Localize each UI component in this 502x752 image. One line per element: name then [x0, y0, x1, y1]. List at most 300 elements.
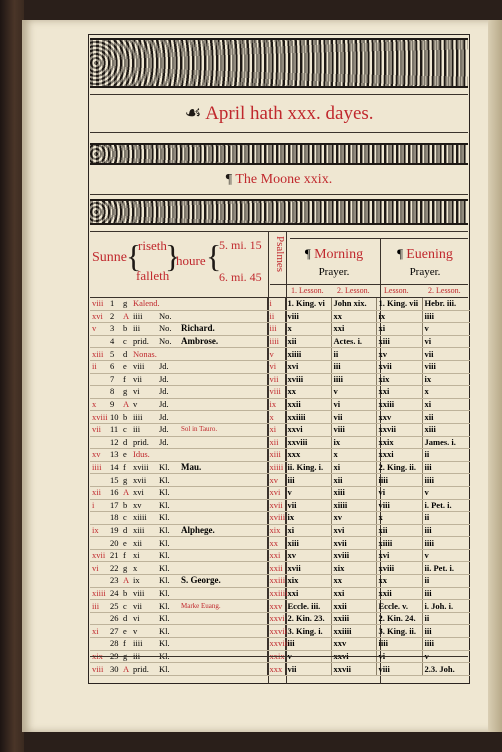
cell-evening-lesson2: ii: [422, 612, 470, 625]
cell-evening-lesson2: ii: [422, 449, 470, 462]
cell-psalm-day: ii: [267, 310, 285, 323]
cell-evening-lesson1: xxii: [376, 587, 422, 600]
calendar-row: [90, 587, 470, 600]
cell-feast: [179, 663, 267, 676]
cell-evening-lesson2: Hebr. iii.: [422, 298, 470, 310]
cell-roman-day: iiii: [131, 411, 157, 424]
cell-evening-lesson1: vi: [376, 650, 422, 663]
cell-dominical-letter: b: [121, 411, 131, 424]
cell-evening-lesson1: xxi: [376, 386, 422, 399]
moon-text: The Moone xxix.: [235, 172, 333, 187]
cell-evening-lesson2: iiii: [422, 474, 470, 487]
cell-day: 30: [108, 663, 121, 676]
calendar-row: [90, 298, 470, 310]
cell-psalm-day: xiiii: [267, 461, 285, 474]
cell-golden-number: [90, 512, 108, 525]
cell-morning-lesson1: xxi: [285, 587, 331, 600]
evening-sub: Prayer.: [409, 266, 441, 278]
calendar-row: [90, 524, 470, 537]
cell-evening-lesson1: x: [376, 512, 422, 525]
cell-morning-lesson2: xx: [331, 310, 376, 323]
cell-psalm-day: iii: [267, 323, 285, 336]
cell-psalm-day: xxviii: [267, 638, 285, 651]
cell-golden-number: [90, 575, 108, 588]
cell-evening-lesson2: x: [422, 386, 470, 399]
cell-golden-number: xii: [90, 486, 108, 499]
cell-day: 15: [108, 474, 121, 487]
calendar-row: [90, 486, 470, 499]
calendar-row: [90, 575, 470, 588]
morning-header: [290, 246, 378, 279]
cell-feast: [179, 411, 267, 424]
cell-evening-lesson1: xi: [376, 323, 422, 336]
cell-psalm-day: xxii: [267, 562, 285, 575]
cell-evening-lesson1: xix: [376, 373, 422, 386]
cell-psalm-day: xxvii: [267, 625, 285, 638]
cell-morning-lesson2: John xix.: [331, 298, 376, 310]
cell-golden-number: ix: [90, 524, 108, 537]
sun-label: Sunne: [92, 250, 127, 265]
rise-time: 5. mi. 15: [219, 238, 262, 252]
cell-dominical-letter: e: [121, 360, 131, 373]
cell-evening-lesson2: v: [422, 486, 470, 499]
cell-day: 20: [108, 537, 121, 550]
cell-golden-number: [90, 474, 108, 487]
morning-sub: Prayer.: [318, 266, 350, 278]
cell-roman-day: prid.: [131, 436, 157, 449]
cell-dominical-letter: A: [123, 487, 130, 498]
cell-roman-term: [157, 449, 179, 462]
cell-roman-day: xvii: [131, 474, 157, 487]
evening-header: [382, 246, 468, 279]
psalmes-label: Psalmes: [274, 236, 286, 273]
calendar-row: [90, 663, 470, 676]
cell-golden-number: [90, 537, 108, 550]
cell-day: 5: [108, 348, 121, 361]
cell-evening-lesson2: vi: [422, 335, 470, 348]
cell-morning-lesson1: xv: [285, 549, 331, 562]
cell-roman-day: viii: [131, 360, 157, 373]
cell-dominical-letter: c: [121, 335, 131, 348]
cell-day: 21: [108, 549, 121, 562]
cell-morning-lesson1: ii. King. i.: [285, 461, 331, 474]
cell-psalm-day: xviii: [267, 512, 285, 525]
cell-morning-lesson1: Eccle. iii.: [285, 600, 331, 613]
cell-morning-lesson1: 1. King. vi: [285, 298, 331, 310]
cell-evening-lesson1: 2. Kin. 24.: [376, 612, 422, 625]
cell-evening-lesson2: iii: [422, 524, 470, 537]
cell-morning-lesson1: xxii: [285, 398, 331, 411]
cell-roman-day: Kalend.: [133, 298, 160, 309]
cell-morning-lesson2: xxi: [331, 323, 376, 336]
cell-morning-lesson2: xii: [331, 474, 376, 487]
cell-roman-term: Kl.: [157, 650, 179, 663]
cell-evening-lesson2: xiii: [422, 423, 470, 436]
cell-morning-lesson2: xiiii: [331, 499, 376, 512]
cell-morning-lesson1: xix: [285, 575, 331, 588]
calendar-row: [90, 625, 470, 638]
cell-morning-lesson2: xiii: [331, 486, 376, 499]
cell-feast: [179, 562, 267, 575]
cell-morning-lesson2: ix: [331, 436, 376, 449]
cell-psalm-day: xvii: [267, 499, 285, 512]
cell-golden-number: xiii: [90, 348, 108, 361]
cell-feast: [179, 298, 267, 310]
cell-morning-lesson2: vi: [331, 398, 376, 411]
cell-morning-lesson2: xvii: [331, 537, 376, 550]
cell-morning-lesson1: xvii: [285, 562, 331, 575]
cell-dominical-letter: e: [121, 449, 131, 462]
cell-evening-lesson2: v: [422, 549, 470, 562]
cell-golden-number: [90, 638, 108, 651]
cell-psalm-day: xxiii: [267, 575, 285, 588]
cell-feast: [179, 638, 267, 651]
cell-morning-lesson1: xiii: [285, 537, 331, 550]
cell-evening-lesson2: iii: [422, 587, 470, 600]
cell-golden-number: [90, 436, 108, 449]
cell-roman-term: Kl.: [157, 537, 179, 550]
cell-roman-term: Kl.: [157, 612, 179, 625]
cell-feast: [179, 310, 267, 323]
cell-evening-lesson2: xi: [422, 398, 470, 411]
cell-roman-day: iiii: [131, 310, 157, 323]
cell-dominical-letter: c: [121, 423, 131, 436]
cell-dominical-letter: f: [121, 461, 131, 474]
cell-day: 23: [108, 575, 121, 588]
cell-morning-lesson1: xxvi: [285, 423, 331, 436]
cell-evening-lesson1: 1. King. vii: [376, 298, 422, 310]
cell-morning-lesson2: xvi: [331, 524, 376, 537]
cell-golden-number: xviii: [92, 411, 108, 422]
cell-roman-term: Kl.: [157, 499, 179, 512]
cell-psalm-day: i: [267, 298, 285, 310]
cell-feast: Sol in Tauro.: [179, 423, 267, 436]
cell-evening-lesson2: iiii: [422, 537, 470, 550]
cell-morning-lesson2: xv: [331, 512, 376, 525]
cell-morning-lesson2: xxv: [331, 638, 376, 651]
cell-psalm-day: vi: [267, 360, 285, 373]
cell-feast: [179, 449, 267, 462]
cell-psalm-day: xiii: [267, 449, 285, 462]
brace-time: {: [206, 238, 222, 274]
cell-dominical-letter: b: [121, 587, 131, 600]
rule-line: [290, 238, 468, 239]
cell-day: 8: [108, 386, 121, 399]
cell-feast: [179, 587, 267, 600]
cell-psalm-day: v: [267, 348, 285, 361]
cell-feast: [179, 486, 267, 499]
cell-roman-term: Jd.: [157, 398, 179, 411]
cell-evening-lesson2: ix: [422, 373, 470, 386]
cell-evening-lesson2: viii: [422, 360, 470, 373]
cell-roman-term: Kl.: [157, 663, 179, 676]
cell-day: 29: [108, 650, 121, 663]
cell-dominical-letter: e: [121, 625, 131, 638]
cell-roman-term: Kl.: [157, 562, 179, 575]
cell-evening-lesson1: vi: [376, 486, 422, 499]
cell-morning-lesson1: xiiii: [285, 348, 331, 361]
morning-lesson1-label: 1. Lesson.: [291, 286, 324, 295]
cell-golden-number: iii: [90, 600, 108, 613]
cell-dominical-letter: f: [121, 638, 131, 651]
calendar-row: [90, 360, 470, 373]
cell-roman-term: Kl.: [157, 512, 179, 525]
cell-feast: [179, 512, 267, 525]
cell-roman-day: viii: [131, 587, 157, 600]
cell-roman-day: vi: [131, 612, 157, 625]
cell-psalm-day: xxx: [267, 663, 285, 676]
cell-dominical-letter: A: [123, 310, 130, 321]
cell-roman-term: Kl.: [157, 587, 179, 600]
cell-psalm-day: xix: [267, 524, 285, 537]
cell-evening-lesson1: xxix: [376, 436, 422, 449]
cell-golden-number: i: [90, 499, 108, 512]
cell-dominical-letter: A: [123, 663, 130, 674]
cell-roman-term: Jd.: [157, 411, 179, 424]
cell-roman-term: Jd.: [157, 436, 179, 449]
cell-dominical-letter: A: [123, 575, 130, 586]
rule-line: [90, 94, 468, 95]
cell-golden-number: ii: [90, 360, 108, 373]
cell-morning-lesson2: xx: [331, 575, 376, 588]
cell-evening-lesson2: i. Joh. i.: [422, 600, 470, 613]
pilcrow-mark: ¶: [304, 246, 311, 261]
calendar-row: [90, 310, 470, 323]
calendar-row: [90, 436, 470, 449]
calendar-row: [90, 600, 470, 613]
cell-day: 3: [108, 323, 121, 336]
calendar-row: [90, 373, 470, 386]
cell-morning-lesson1: 2. Kin. 23.: [285, 612, 331, 625]
cell-evening-lesson1: xvi: [376, 549, 422, 562]
book-spine: [0, 0, 24, 752]
cell-psalm-day: xxv: [267, 600, 285, 613]
cell-evening-lesson2: 2.3. Joh.: [422, 663, 470, 676]
cell-feast: [179, 348, 267, 361]
cell-morning-lesson1: xviii: [285, 373, 331, 386]
cell-golden-number: xiiii: [90, 587, 108, 600]
cell-evening-lesson2: iii: [422, 461, 470, 474]
cell-day: 26: [108, 612, 121, 625]
brace-left: {: [126, 238, 142, 274]
cell-evening-lesson1: viii: [376, 663, 422, 676]
cell-dominical-letter: g: [121, 562, 131, 575]
cell-roman-term: Jd.: [157, 360, 179, 373]
falleth-label: falleth: [136, 268, 170, 283]
cell-evening-lesson2: i. Pet. i.: [422, 499, 470, 512]
cell-dominical-letter: c: [121, 512, 131, 525]
page-edge: [488, 20, 502, 732]
cell-dominical-letter: d: [121, 612, 131, 625]
cell-roman-term: Jd.: [157, 386, 179, 399]
cell-roman-day: iiii: [131, 638, 157, 651]
cell-dominical-letter: b: [121, 323, 131, 336]
cell-day: 13: [108, 449, 121, 462]
cell-evening-lesson1: xviii: [376, 562, 422, 575]
cell-roman-day: vi: [131, 386, 157, 399]
cell-feast: [179, 360, 267, 373]
cell-evening-lesson1: ix: [376, 310, 422, 323]
cell-feast: [179, 537, 267, 550]
cell-dominical-letter: g: [121, 386, 131, 399]
cell-psalm-day: xxiiii: [267, 587, 285, 600]
cell-roman-day: iii: [131, 323, 157, 336]
cell-evening-lesson2: vii: [422, 348, 470, 361]
cell-morning-lesson1: viii: [285, 310, 331, 323]
cell-feast: Marke Euang.: [179, 600, 267, 613]
rule-line: [90, 231, 468, 232]
cell-feast: [179, 499, 267, 512]
cell-roman-term: Kl.: [157, 486, 179, 499]
cell-evening-lesson1: xxvii: [376, 423, 422, 436]
cell-roman-term: [157, 348, 179, 361]
cell-morning-lesson2: iiii: [331, 373, 376, 386]
cell-morning-lesson1: xxviii: [285, 436, 331, 449]
cell-day: 7: [108, 373, 121, 386]
cell-morning-lesson1: iii: [285, 474, 331, 487]
calendar-table: [90, 298, 470, 676]
cell-day: 1: [108, 298, 121, 310]
cell-feast: S. George.: [179, 575, 267, 588]
cell-roman-term: Jd.: [157, 373, 179, 386]
cell-morning-lesson1: xvi: [285, 360, 331, 373]
cell-roman-term: No.: [157, 323, 179, 336]
cell-roman-day: xviii: [131, 461, 157, 474]
evening-title: Euening: [406, 247, 453, 262]
evening-lesson1-label: Lesson.: [384, 286, 409, 295]
rule-line: [90, 132, 468, 133]
cell-morning-lesson1: xi: [285, 524, 331, 537]
cell-evening-lesson2: ii. Pet. i.: [422, 562, 470, 575]
cell-feast: [179, 612, 267, 625]
calendar-row: [90, 461, 470, 474]
cell-day: 22: [108, 562, 121, 575]
rule-line: [270, 284, 468, 285]
cell-dominical-letter: g: [121, 298, 131, 310]
cell-morning-lesson1: vii: [285, 663, 331, 676]
cell-dominical-letter: A: [123, 399, 130, 410]
cell-dominical-letter: f: [121, 373, 131, 386]
cell-morning-lesson1: iii: [285, 638, 331, 651]
cell-morning-lesson1: v: [285, 650, 331, 663]
cell-morning-lesson2: ii: [331, 348, 376, 361]
cell-evening-lesson2: iiii: [422, 310, 470, 323]
cell-dominical-letter: f: [121, 549, 131, 562]
calendar-row: [90, 499, 470, 512]
cell-feast: Alphege.: [179, 524, 267, 537]
cell-psalm-day: viii: [267, 386, 285, 399]
cell-feast: [179, 474, 267, 487]
cell-golden-number: x: [90, 398, 108, 411]
cell-day: 28: [108, 638, 121, 651]
cell-evening-lesson1: xiii: [376, 335, 422, 348]
cell-psalm-day: xv: [267, 474, 285, 487]
cell-psalm-day: xxvi: [267, 612, 285, 625]
cell-evening-lesson2: ii: [422, 512, 470, 525]
cell-evening-lesson1: xxv: [376, 411, 422, 424]
cell-evening-lesson1: xv: [376, 348, 422, 361]
cell-roman-term: No.: [157, 310, 179, 323]
cell-morning-lesson1: 3. King. i.: [285, 625, 331, 638]
cell-morning-lesson2: x: [331, 449, 376, 462]
morning-lesson2-label: 2. Lesson.: [337, 286, 370, 295]
cell-roman-term: Kl.: [157, 461, 179, 474]
calendar-row: [90, 612, 470, 625]
cell-evening-lesson1: 3. King. ii.: [376, 625, 422, 638]
month-title: [90, 102, 468, 125]
cell-golden-number: [90, 612, 108, 625]
cell-psalm-day: xi: [267, 423, 285, 436]
brace-right: }: [165, 238, 181, 274]
cell-roman-term: Kl.: [157, 524, 179, 537]
cell-morning-lesson2: viii: [331, 423, 376, 436]
cell-evening-lesson1: iiii: [376, 474, 422, 487]
cell-morning-lesson1: x: [285, 323, 331, 336]
cell-evening-lesson1: viii: [376, 499, 422, 512]
cell-morning-lesson1: xxiiii: [285, 411, 331, 424]
cell-roman-day: xii: [131, 537, 157, 550]
cell-morning-lesson2: iii: [331, 360, 376, 373]
cell-golden-number: iiii: [90, 461, 108, 474]
cell-feast: [179, 398, 267, 411]
cell-day: 4: [108, 335, 121, 348]
pilcrow-mark: ¶: [225, 172, 233, 187]
cell-day: 14: [108, 461, 121, 474]
cell-morning-lesson2: xxvi: [331, 650, 376, 663]
cell-roman-term: Kl.: [157, 600, 179, 613]
cell-evening-lesson1: xvii: [376, 360, 422, 373]
cell-evening-lesson1: xxxi: [376, 449, 422, 462]
cell-roman-day: x: [131, 562, 157, 575]
calendar-row: [90, 549, 470, 562]
cell-golden-number: [90, 373, 108, 386]
cell-morning-lesson2: xviii: [331, 549, 376, 562]
cell-roman-day: prid.: [131, 663, 157, 676]
fleuron-mark: ☙: [184, 103, 202, 124]
riseth-label: riseth: [138, 238, 167, 253]
cell-morning-lesson2: xxi: [331, 587, 376, 600]
cell-dominical-letter: d: [121, 436, 131, 449]
cell-evening-lesson1: xxiii: [376, 398, 422, 411]
cell-feast: [179, 386, 267, 399]
cell-dominical-letter: g: [121, 650, 131, 663]
cell-psalm-day: vii: [267, 373, 285, 386]
cell-day: 9: [108, 398, 121, 411]
month-title-text: April hath xxx. dayes.: [205, 103, 374, 124]
cell-evening-lesson1: 2. King. ii.: [376, 461, 422, 474]
cell-evening-lesson2: v: [422, 323, 470, 336]
cell-roman-term: Kl.: [157, 575, 179, 588]
calendar-row: [90, 638, 470, 651]
cell-day: 6: [108, 360, 121, 373]
moon-line: [90, 172, 468, 188]
cell-roman-day: ix: [131, 575, 157, 588]
cell-day: 18: [108, 512, 121, 525]
calendar-row: [90, 386, 470, 399]
cell-morning-lesson2: Actes. i.: [331, 335, 376, 348]
cell-day: 24: [108, 587, 121, 600]
cell-evening-lesson1: Eccle. v.: [376, 600, 422, 613]
cell-day: 10: [108, 411, 121, 424]
cell-psalm-day: xxix: [267, 650, 285, 663]
ornament-band-lower: [90, 199, 468, 225]
calendar-row: [90, 348, 470, 361]
cell-roman-day: vii: [131, 373, 157, 386]
calendar-row: [90, 398, 470, 411]
cell-psalm-day: xii: [267, 436, 285, 449]
calendar-row: [90, 512, 470, 525]
cell-evening-lesson2: ii: [422, 575, 470, 588]
